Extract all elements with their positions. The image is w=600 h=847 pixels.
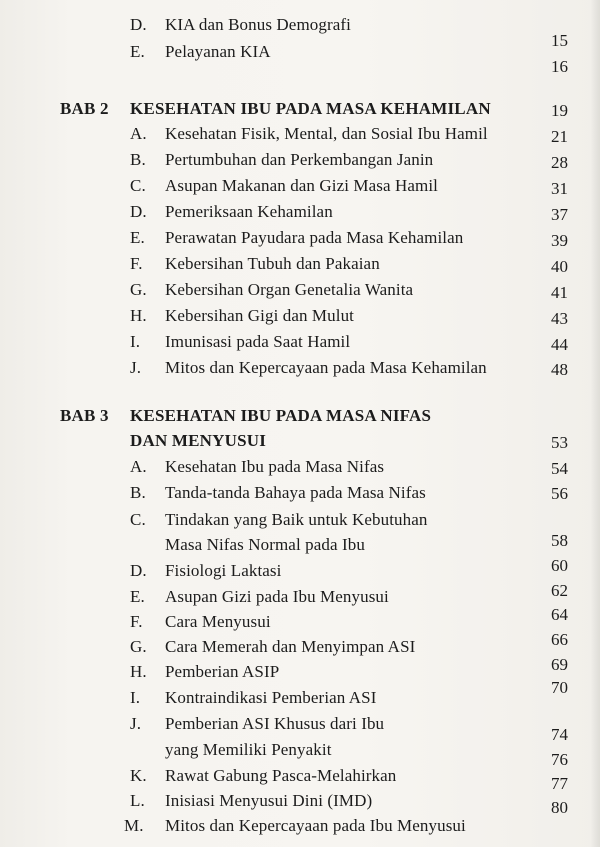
chapter-title-line2: DAN MENYUSUI xyxy=(130,431,267,450)
toc-entry-title: Asupan Makanan dan Gizi Masa Hamil xyxy=(165,176,438,195)
toc-letter: D. xyxy=(130,202,147,221)
toc-letter: J. xyxy=(130,714,142,733)
chapter-title: KESEHATAN IBU PADA MASA KEHAMILAN xyxy=(130,99,491,118)
toc-page-number: 43 xyxy=(551,309,568,328)
toc-letter: D. xyxy=(130,561,147,580)
toc-page-number: 60 xyxy=(551,556,568,575)
toc-page-number: 21 xyxy=(551,127,568,146)
toc-page-number: 40 xyxy=(551,257,568,276)
toc-page-number: 70 xyxy=(551,678,568,697)
toc-entry-title: Cara Menyusui xyxy=(165,612,271,631)
toc-page-number: 66 xyxy=(551,630,568,649)
toc-page-number: 76 xyxy=(551,750,568,769)
toc-entry-title: Pemeriksaan Kehamilan xyxy=(165,202,333,221)
toc-letter: E. xyxy=(130,42,145,61)
toc-entry-title: Perawatan Payudara pada Masa Kehamilan xyxy=(165,228,464,247)
toc-entry-title: Pemberian ASIP xyxy=(165,662,280,681)
toc-page-number: 77 xyxy=(551,774,568,793)
toc-letter: F. xyxy=(130,254,143,273)
toc-page-number: 54 xyxy=(551,459,568,478)
toc-letter: I. xyxy=(130,332,141,351)
toc-entry-title: Kebersihan Tubuh dan Pakaian xyxy=(165,254,380,273)
toc-entry-title-line2: yang Memiliki Penyakit xyxy=(165,740,332,759)
toc-page-number: 58 xyxy=(551,531,568,550)
toc-entry-title: Pelayanan KIA xyxy=(165,42,271,61)
toc-letter: G. xyxy=(130,637,147,656)
toc-page-number: 28 xyxy=(551,153,568,172)
chapter-page-number: 53 xyxy=(551,433,568,452)
toc-letter: A. xyxy=(130,124,147,143)
toc-entry-title: Asupan Gizi pada Ibu Menyusui xyxy=(165,587,389,606)
toc-entry-title: Inisiasi Menyusui Dini (IMD) xyxy=(165,791,373,810)
toc-letter: H. xyxy=(130,662,147,681)
toc-page-number: 44 xyxy=(551,335,568,354)
toc-letter: K. xyxy=(130,766,147,785)
toc-page-number: 31 xyxy=(551,179,568,198)
toc-entry-title: Kesehatan Fisik, Mental, dan Sosial Ibu Hamil xyxy=(165,124,488,143)
toc-entry-title: Mitos dan Kepercayaan pada Ibu Menyusui xyxy=(165,816,466,835)
toc-page-number: 48 xyxy=(551,360,568,379)
toc-page-number: 74 xyxy=(551,725,568,744)
chapter-title: KESEHATAN IBU PADA MASA NIFAS xyxy=(130,406,432,425)
toc-entry-title: Rawat Gabung Pasca-Melahirkan xyxy=(165,766,397,785)
toc-letter: B. xyxy=(130,483,146,502)
toc-entry-title: KIA dan Bonus Demografi xyxy=(165,15,351,34)
toc-letter: L. xyxy=(130,791,145,810)
toc-letter: I. xyxy=(130,688,141,707)
toc-letter: J. xyxy=(130,358,142,377)
page-gutter-shadow xyxy=(590,0,600,847)
chapter-label: BAB 3 xyxy=(60,406,109,425)
toc-page-number: 37 xyxy=(551,205,568,224)
chapter-label: BAB 2 xyxy=(60,99,109,118)
toc-entry-title: Pertumbuhan dan Perkembangan Janin xyxy=(165,150,434,169)
toc-entry-title: Pemberian ASI Khusus dari Ibu xyxy=(165,714,385,733)
toc-entry-title: Cara Memerah dan Menyimpan ASI xyxy=(165,637,416,656)
toc-letter: C. xyxy=(130,510,146,529)
toc-entry-title: Kontraindikasi Pemberian ASI xyxy=(165,688,377,707)
toc-page-number: 64 xyxy=(551,605,568,624)
toc-entry-title: Imunisasi pada Saat Hamil xyxy=(165,332,351,351)
toc-entry-title: Kesehatan Ibu pada Masa Nifas xyxy=(165,457,385,476)
toc-entry-title: Fisiologi Laktasi xyxy=(165,561,282,580)
toc-entry-title: Mitos dan Kepercayaan pada Masa Kehamilan xyxy=(165,358,487,377)
toc-letter: E. xyxy=(130,587,145,606)
toc-letter: A. xyxy=(130,457,147,476)
toc-page-number: 39 xyxy=(551,231,568,250)
toc-letter: M. xyxy=(124,816,144,835)
toc-page-number: 16 xyxy=(551,57,568,76)
toc-letter: D. xyxy=(130,15,147,34)
toc-page-number: 62 xyxy=(551,581,568,600)
toc-letter: E. xyxy=(130,228,145,247)
toc-page-number: 80 xyxy=(551,798,568,817)
toc-entry-title: Kebersihan Gigi dan Mulut xyxy=(165,306,354,325)
toc-page-number: 69 xyxy=(551,655,568,674)
toc-letter: G. xyxy=(130,280,147,299)
toc-letter: C. xyxy=(130,176,146,195)
toc-page-number: 41 xyxy=(551,283,568,302)
toc-entry-title: Kebersihan Organ Genetalia Wanita xyxy=(165,280,414,299)
toc-letter: B. xyxy=(130,150,146,169)
toc-entry-title: Tanda-tanda Bahaya pada Masa Nifas xyxy=(165,483,426,502)
toc-entry-title-line2: Masa Nifas Normal pada Ibu xyxy=(165,535,365,554)
toc-page-number: 15 xyxy=(551,31,568,50)
toc-letter: F. xyxy=(130,612,143,631)
toc-letter: H. xyxy=(130,306,147,325)
chapter-page-number: 19 xyxy=(551,101,568,120)
toc-entry-title: Tindakan yang Baik untuk Kebutuhan xyxy=(165,510,428,529)
toc-page-number: 56 xyxy=(551,484,568,503)
